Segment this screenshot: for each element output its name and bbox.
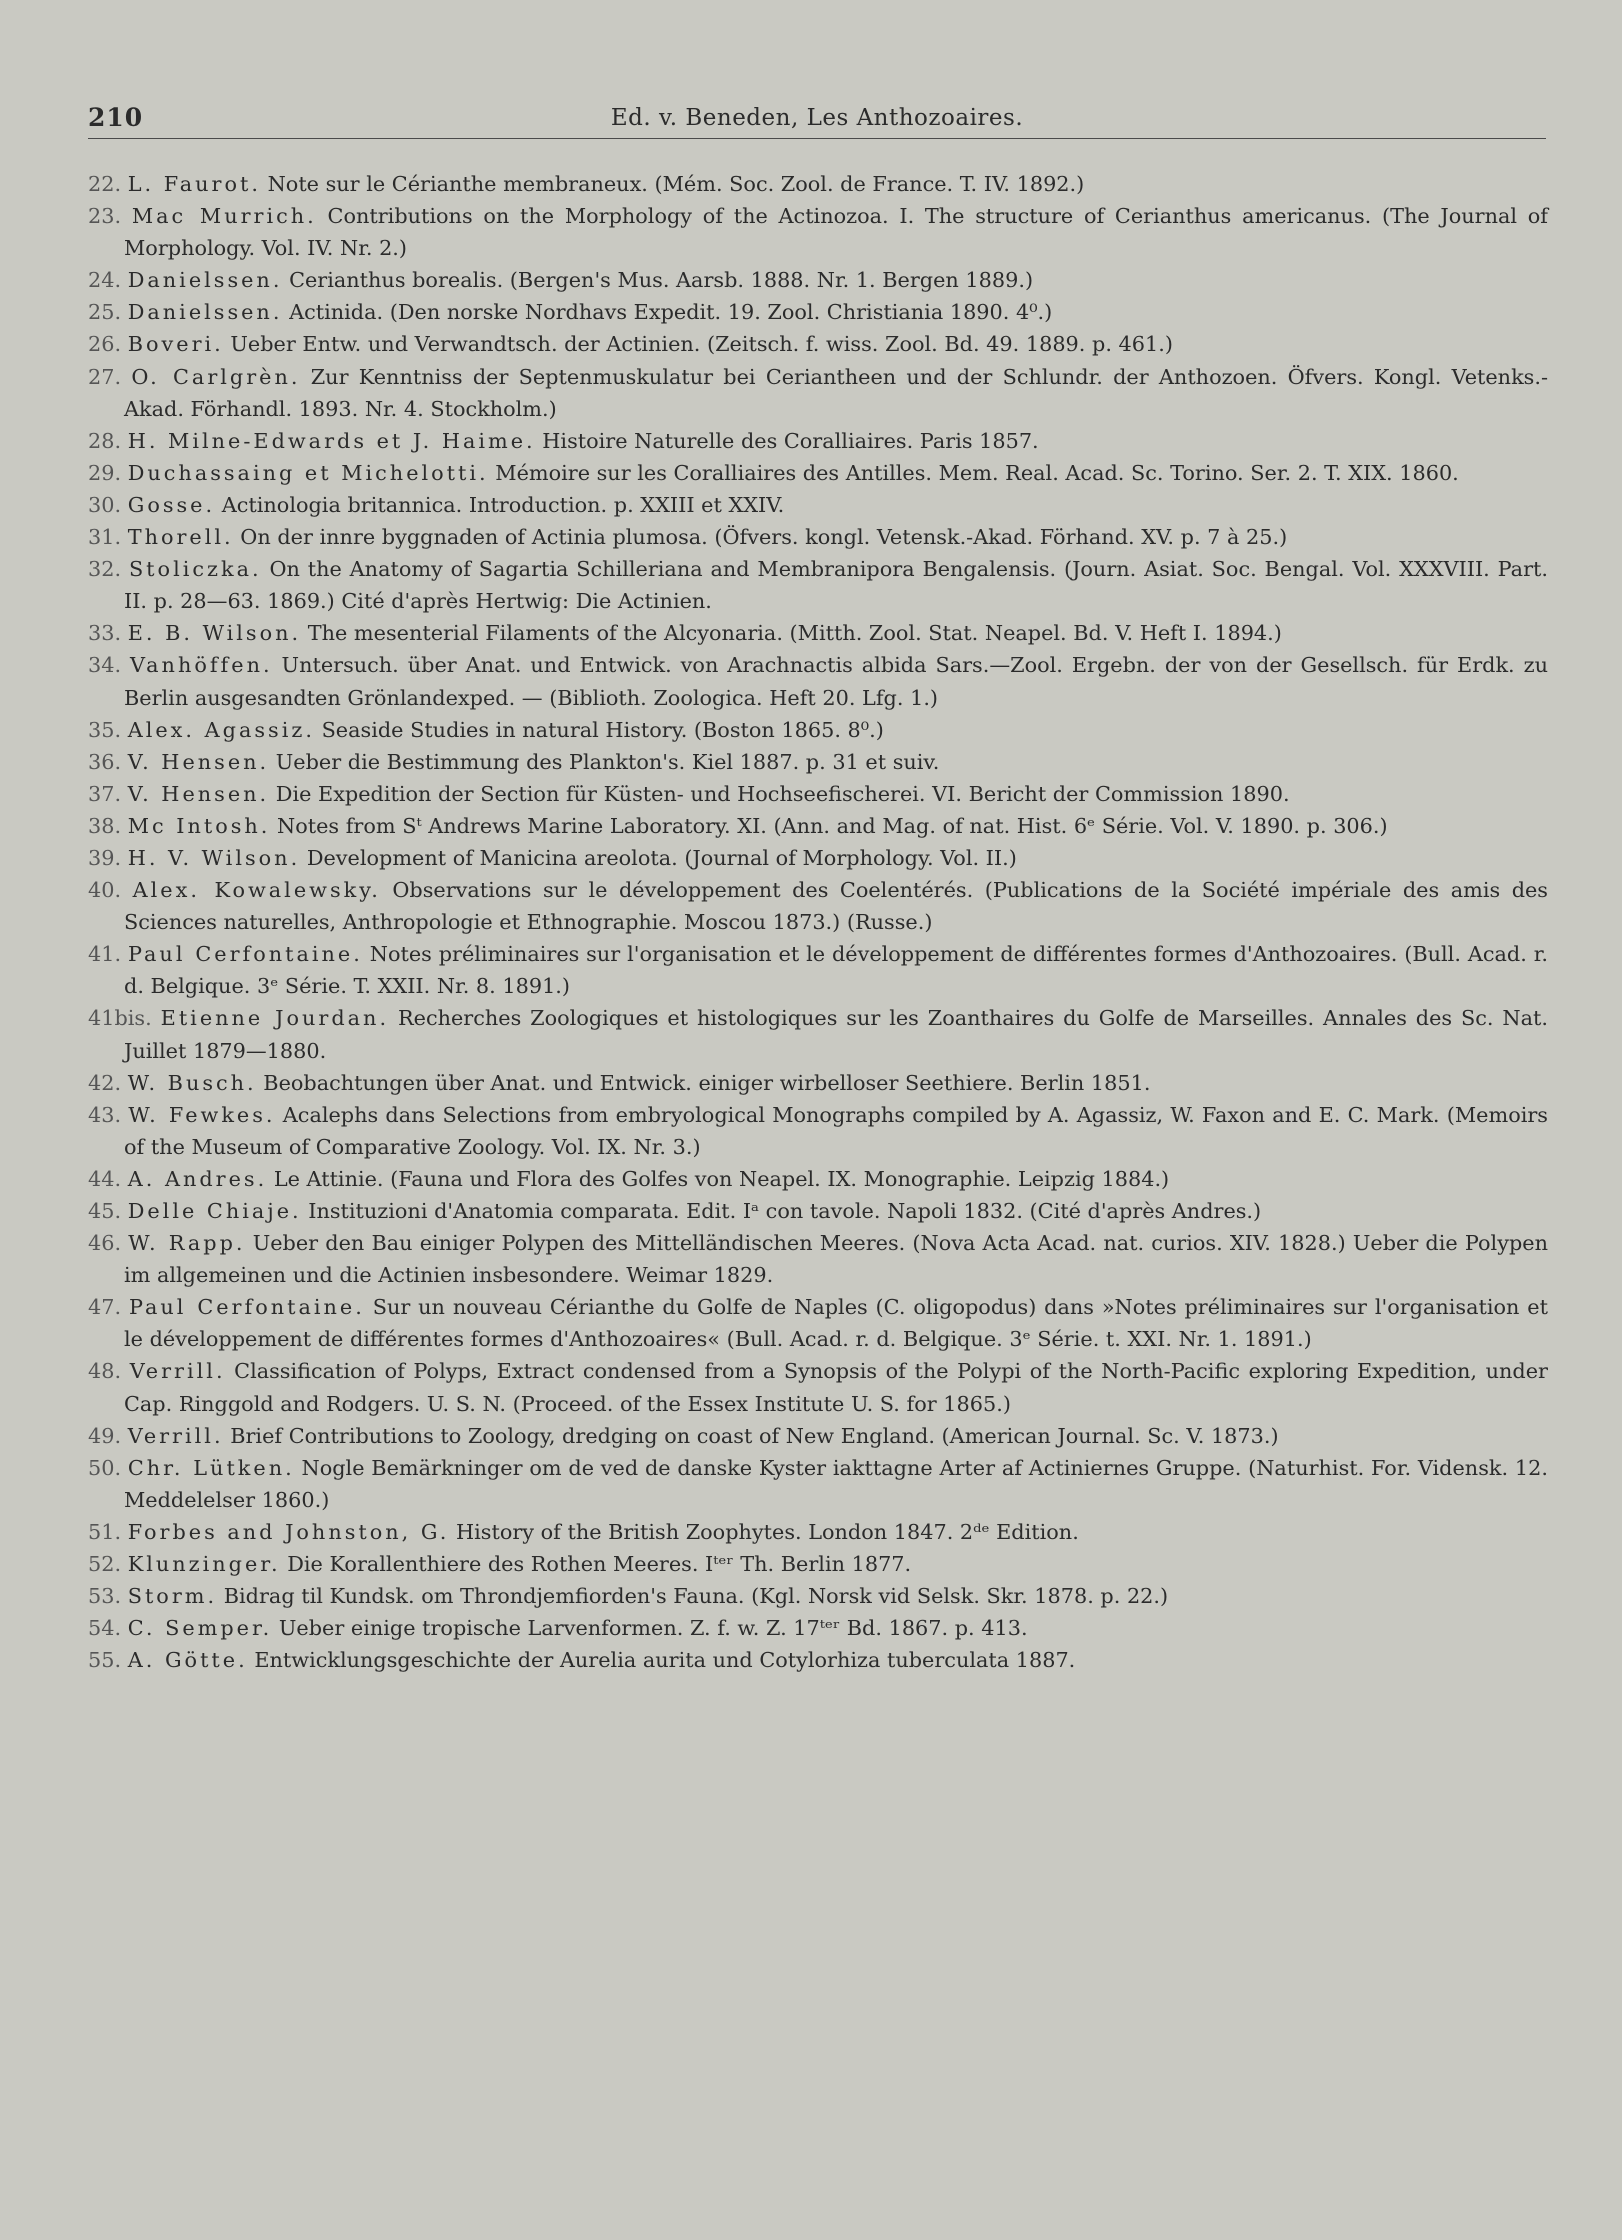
reference-author: O. Carlgrèn. xyxy=(131,364,301,389)
reference-entry xyxy=(88,1420,1548,1452)
reference-number: 55. xyxy=(88,1648,122,1673)
reference-number: 37. xyxy=(88,781,122,806)
reference-entry xyxy=(88,714,1548,746)
reference-entry xyxy=(88,361,1548,425)
reference-number: 54. xyxy=(88,1616,122,1641)
reference-text: Ueber Entw. und Verwandtsch. der Actinien. (Zeitsch. f. wiss. Zool. Bd. 49. 1889. p. 461.) xyxy=(230,332,1173,357)
reference-number: 31. xyxy=(88,525,122,550)
reference-entry xyxy=(88,1452,1548,1516)
reference-text: Ueber die Bestimmung des Plankton's. Kiel 1887. p. 31 et suiv. xyxy=(275,749,940,774)
reference-author: Forbes and Johnston, G. xyxy=(127,1519,450,1544)
reference-entry xyxy=(88,264,1548,296)
reference-text: Zur Kenntniss der Septenmuskulatur bei Ceriantheen und der Schlundr. der Anthozoen. Öfvers. Kongl. Vetenks.-Akad. Förhandl. 1893. Nr. 4. Stockholm.) xyxy=(124,364,1548,421)
reference-entry xyxy=(88,200,1548,264)
reference-author: Gosse. xyxy=(127,492,216,517)
reference-number: 25. xyxy=(88,300,122,325)
reference-author: Chr. Lütken. xyxy=(127,1455,295,1480)
reference-entry xyxy=(88,1067,1548,1099)
reference-number: 41bis. xyxy=(88,1006,152,1031)
reference-author: Mc Intosh. xyxy=(127,813,271,838)
reference-author: W. Busch. xyxy=(127,1070,257,1095)
reference-author: Paul Cerfontaine. xyxy=(127,942,363,967)
reference-author: Duchassaing et Michelotti. xyxy=(127,460,489,485)
reference-text: Development of Manicina areolota. (Journal of Morphology. Vol. II.) xyxy=(306,845,1017,870)
reference-entry xyxy=(88,425,1548,457)
reference-entry xyxy=(88,938,1548,1002)
reference-author: Klunzinger. xyxy=(127,1552,281,1577)
reference-author: Boveri. xyxy=(127,332,224,357)
reference-entry xyxy=(88,746,1548,778)
reference-entry xyxy=(88,1227,1548,1291)
reference-entry xyxy=(88,296,1548,328)
reference-number: 41. xyxy=(88,942,122,967)
reference-number: 38. xyxy=(88,813,122,838)
reference-author: Storm. xyxy=(127,1584,218,1609)
reference-author: Etienne Jourdan. xyxy=(160,1006,390,1031)
reference-text: Le Attinie. (Fauna und Flora des Golfes von Neapel. IX. Monographie. Leipzig 1884.) xyxy=(273,1166,1170,1191)
reference-number: 23. xyxy=(88,204,122,229)
reference-text: Ueber den Bau einiger Polypen des Mittelländischen Meeres. (Nova Acta Acad. nat. curios. XIV. 1828.) Ueber die Polypen im allgemeinen und die Actinien insbesondere. Weimar 1829. xyxy=(124,1231,1548,1288)
reference-text: Recherches Zoologiques et histologiques sur les Zoanthaires du Golfe de Marseilles. Annales des Sc. Nat. Juillet 1879—1880. xyxy=(124,1006,1548,1063)
reference-author: H. Milne-Edwards et J. Haime. xyxy=(127,428,536,453)
reference-number: 43. xyxy=(88,1102,122,1127)
reference-entry xyxy=(88,778,1548,810)
reference-number: 34. xyxy=(88,653,122,678)
reference-author: A. Andres. xyxy=(127,1166,268,1191)
reference-entry xyxy=(88,1099,1548,1163)
reference-text: Untersuch. über Anat. und Entwick. von Arachnactis albida Sars.—Zool. Ergebn. der von der Gesellsch. für Erdk. zu Berlin ausgesandten Grönlandexped. — (Biblioth. Zoologica. Heft 20. Lfg. 1.) xyxy=(124,653,1548,710)
reference-entry xyxy=(88,1195,1548,1227)
reference-entry xyxy=(88,1644,1548,1676)
reference-author: W. Fewkes. xyxy=(128,1102,276,1127)
reference-author: Mac Murrich. xyxy=(131,204,317,229)
reference-entry xyxy=(88,649,1548,713)
reference-number: 24. xyxy=(88,268,122,293)
reference-number: 42. xyxy=(88,1070,122,1095)
reference-author: Alex. Agassiz. xyxy=(127,717,315,742)
reference-entry xyxy=(88,168,1548,200)
reference-number: 27. xyxy=(88,364,122,389)
page-header xyxy=(88,95,1546,135)
reference-entry xyxy=(88,1002,1548,1066)
reference-text: Mémoire sur les Coralliaires des Antilles. Mem. Real. Acad. Sc. Torino. Ser. 2. T. XIX. 1860. xyxy=(495,460,1459,485)
running-title: Ed. v. Beneden, Les Anthozoaires. xyxy=(610,105,1024,131)
reference-list xyxy=(88,168,1548,1676)
reference-author: Verrill. xyxy=(129,1359,226,1384)
reference-entry xyxy=(88,842,1548,874)
reference-text: Histoire Naturelle des Coralliaires. Paris 1857. xyxy=(542,428,1039,453)
reference-author: H. V. Wilson. xyxy=(127,845,301,870)
reference-text: History of the British Zoophytes. London 1847. 2ᵈᵉ Edition. xyxy=(456,1519,1079,1544)
reference-entry xyxy=(88,1516,1548,1548)
reference-number: 33. xyxy=(88,621,122,646)
reference-author: Verrill. xyxy=(127,1423,224,1448)
reference-entry xyxy=(88,521,1548,553)
reference-text: Note sur le Cérianthe membraneux. (Mém. Soc. Zool. de France. T. IV. 1892.) xyxy=(267,172,1085,196)
reference-entry xyxy=(88,457,1548,489)
reference-text: Seaside Studies in natural History. (Boston 1865. 8⁰.) xyxy=(321,717,884,742)
reference-author: A. Götte. xyxy=(127,1648,248,1673)
reference-entry xyxy=(88,874,1548,938)
reference-number: 46. xyxy=(88,1231,122,1256)
reference-text: Notes from Sᵗ Andrews Marine Laboratory. XI. (Ann. and Mag. of nat. Hist. 6ᵉ Série. Vol. V. 1890. p. 306.) xyxy=(277,813,1388,838)
reference-author: Vanhöffen. xyxy=(130,653,273,678)
reference-text: Nogle Bemärkninger om de ved de danske Kyster iakttagne Arter af Actiniernes Gruppe. (Naturhist. For. Vidensk. 12. Meddelelser 1860.) xyxy=(124,1455,1548,1512)
reference-number: 32. xyxy=(88,557,122,582)
reference-author: Alex. Kowalewsky. xyxy=(132,878,381,903)
reference-text: Cerianthus borealis. (Bergen's Mus. Aarsb. 1888. Nr. 1. Bergen 1889.) xyxy=(289,268,1034,293)
reference-text: Bidrag til Kundsk. om Throndjemfiorden's Fauna. (Kgl. Norsk vid Selsk. Skr. 1878. p. 22.) xyxy=(223,1584,1169,1609)
reference-text: Contributions on the Morphology of the Actinozoa. I. The structure of Cerianthus americanus. (The Journal of Morphology. Vol. IV. Nr. 2.) xyxy=(124,204,1548,261)
reference-number: 29. xyxy=(88,460,122,485)
reference-number: 36. xyxy=(88,749,122,774)
reference-author: Danielssen. xyxy=(127,300,283,325)
reference-author: Delle Chiaje. xyxy=(127,1199,302,1223)
reference-text: Beobachtungen über Anat. und Entwick. einiger wirbelloser Seethiere. Berlin 1851. xyxy=(263,1070,1151,1095)
reference-number: 40. xyxy=(88,878,122,903)
reference-text: Classification of Polyps, Extract condensed from a Synopsis of the Polypi of the North-Pacific exploring Expedition, under Cap. Ringgold and Rodgers. U. S. N. (Proceed. of the Essex Institute U. S. for 1865.) xyxy=(124,1359,1548,1416)
reference-author: Danielssen. xyxy=(127,268,283,293)
page-number: 210 xyxy=(88,103,144,132)
reference-author: Thorell. xyxy=(127,525,234,550)
reference-text: On der innre byggnaden of Actinia plumosa. (Öfvers. kongl. Vetensk.-Akad. Förhand. XV. p. 7 à 25.) xyxy=(240,525,1288,550)
reference-author: Paul Cerfontaine. xyxy=(128,1295,365,1320)
reference-entry xyxy=(88,617,1548,649)
reference-number: 51. xyxy=(88,1519,122,1544)
reference-entry xyxy=(88,1580,1548,1612)
reference-entry xyxy=(88,810,1548,842)
reference-entry xyxy=(88,1548,1548,1580)
reference-number: 47. xyxy=(88,1295,122,1320)
reference-text: Actinologia britannica. Introduction. p. XXIII et XXIV. xyxy=(221,492,785,517)
reference-author: L. Faurot. xyxy=(127,172,261,196)
reference-text: Acalephs dans Selections from embryological Monographs compiled by A. Agassiz, W. Faxon and E. C. Mark. (Memoirs of the Museum of Comparative Zoology. Vol. IX. Nr. 3.) xyxy=(124,1102,1548,1159)
reference-number: 28. xyxy=(88,428,122,453)
reference-text: Notes préliminaires sur l'organisation et le développement de différentes formes d'Anthozoaires. (Bull. Acad. r. d. Belgique. 3ᵉ Série. T. XXII. Nr. 8. 1891.) xyxy=(124,942,1548,999)
reference-text: Die Expedition der Section für Küsten- und Hochseefischerei. VI. Bericht der Commission 1890. xyxy=(275,781,1290,806)
reference-text: The mesenterial Filaments of the Alcyonaria. (Mitth. Zool. Stat. Neapel. Bd. V. Heft I. 1894.) xyxy=(307,621,1282,646)
reference-number: 44. xyxy=(88,1166,122,1191)
header-rule xyxy=(88,138,1546,139)
reference-text: On the Anatomy of Sagartia Schilleriana and Membranipora Bengalensis. (Journ. Asiat. Soc. Bengal. Vol. XXXVIII. Part. II. p. 28—63. 1869.) Cité d'après Hertwig: Die Actinien. xyxy=(124,557,1548,614)
reference-number: 39. xyxy=(88,845,122,870)
reference-text: Sur un nouveau Cérianthe du Golfe de Naples (C. oligopodus) dans »Notes préliminaires sur l'organisation et le développement de différentes formes d'Anthozoaires« (Bull. Acad. r. d. Belgique. 3ᵉ Série. t. XXI. Nr. 1. 1891.) xyxy=(124,1295,1548,1352)
reference-entry xyxy=(88,1291,1548,1355)
reference-author: E. B. Wilson. xyxy=(127,621,302,646)
reference-number: 26. xyxy=(88,332,122,357)
reference-author: W. Rapp. xyxy=(128,1231,246,1256)
reference-entry xyxy=(88,1163,1548,1195)
reference-author: Stoliczka. xyxy=(128,557,262,582)
reference-number: 48. xyxy=(88,1359,122,1384)
reference-entry xyxy=(88,553,1548,617)
reference-text: Die Korallenthiere des Rothen Meeres. Iᵗᵉʳ Th. Berlin 1877. xyxy=(287,1552,912,1577)
reference-author: C. Semper. xyxy=(127,1616,273,1641)
reference-number: 30. xyxy=(88,492,122,517)
reference-text: Brief Contributions to Zoology, dredging on coast of New England. (American Journal. Sc. V. 1873.) xyxy=(230,1423,1279,1448)
reference-number: 52. xyxy=(88,1552,122,1577)
reference-number: 35. xyxy=(88,717,122,742)
reference-number: 49. xyxy=(88,1423,122,1448)
reference-text: Observations sur le développement des Coelentérés. (Publications de la Société impériale des amis des Sciences naturelles, Anthropologie et Ethnographie. Moscou 1873.) (Russe.) xyxy=(124,878,1548,935)
reference-author: V. Hensen. xyxy=(127,781,270,806)
reference-number: 53. xyxy=(88,1584,122,1609)
reference-entry xyxy=(88,1612,1548,1644)
reference-entry xyxy=(88,328,1548,360)
reference-number: 45. xyxy=(88,1199,122,1223)
reference-text: Ueber einige tropische Larvenformen. Z. f. w. Z. 17ᵗᵉʳ Bd. 1867. p. 413. xyxy=(278,1616,1028,1641)
reference-entry xyxy=(88,1355,1548,1419)
reference-text: Instituzioni d'Anatomia comparata. Edit. Iᵃ con tavole. Napoli 1832. (Cité d'après Andres.) xyxy=(308,1199,1262,1223)
reference-text: Entwicklungsgeschichte der Aurelia aurita und Cotylorhiza tuberculata 1887. xyxy=(254,1648,1076,1673)
reference-number: 22. xyxy=(88,172,122,196)
reference-text: Actinida. (Den norske Nordhavs Expedit. 19. Zool. Christiania 1890. 4⁰.) xyxy=(289,300,1053,325)
reference-entry xyxy=(88,489,1548,521)
reference-number: 50. xyxy=(88,1455,122,1480)
reference-author: V. Hensen. xyxy=(127,749,270,774)
